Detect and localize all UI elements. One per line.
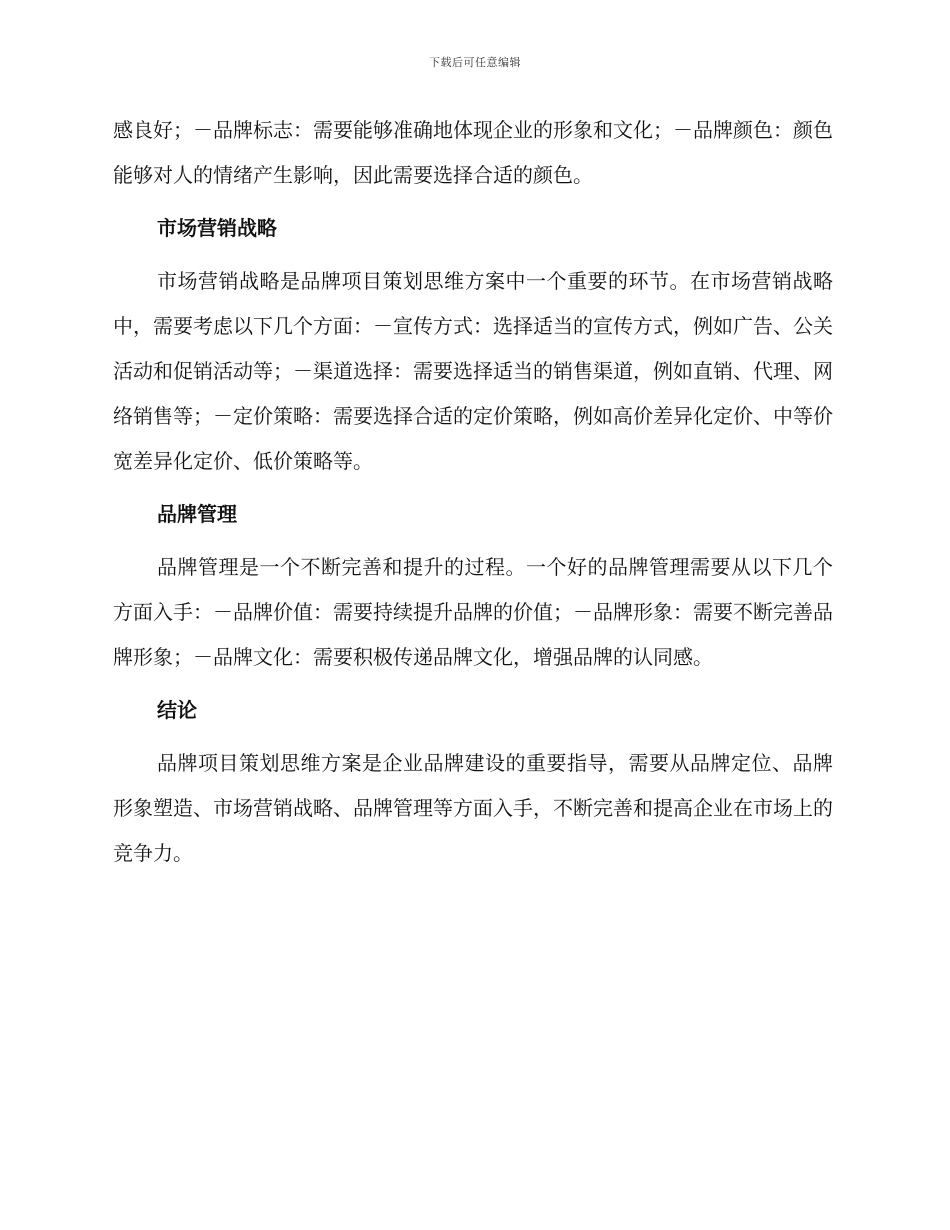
paragraph-marketing-strategy: 市场营销战略是品牌项目策划思维方案中一个重要的环节。在市场营销战略中，需要考虑以下几个方面：－宣传方式：选择适当的宣传方式，例如广告、公关活动和促销活动等；－渠道选择：需要选择适当的销售渠道，例如直销、代理、网络销售等；－定价策略：需要选择合适的定价策略，例如高价差异化定价、中等价宽差异化定价、低价策略等。: [113, 269, 833, 473]
document-body: [113, 108, 833, 884]
paragraph-conclusion: 品牌项目策划思维方案是企业品牌建设的重要指导，需要从品牌定位、品牌形象塑造、市场营销战略、品牌管理等方面入手，不断完善和提高企业在市场上的竞争力。: [113, 751, 833, 865]
paragraph-brand-management: 品牌管理是一个不断完善和提升的过程。一个好的品牌管理需要从以下几个方面入手：－品牌价值：需要持续提升品牌的价值；－品牌形象：需要不断完善品牌形象；－品牌文化：需要积极传递品牌文化，增强品牌的认同感。: [113, 555, 833, 669]
paragraph-brand-design-continued: 感良好；－品牌标志：需要能够准确地体现企业的形象和文化；－品牌颜色：颜色能够对人的情绪产生影响，因此需要选择合适的颜色。: [113, 118, 833, 187]
section-heading-conclusion: 结论: [157, 698, 197, 722]
section-heading-brand-management: 品牌管理: [157, 502, 237, 526]
page-header: 下载后可任意编辑: [429, 56, 521, 69]
section-heading-marketing-strategy: 市场营销战略: [157, 216, 277, 240]
